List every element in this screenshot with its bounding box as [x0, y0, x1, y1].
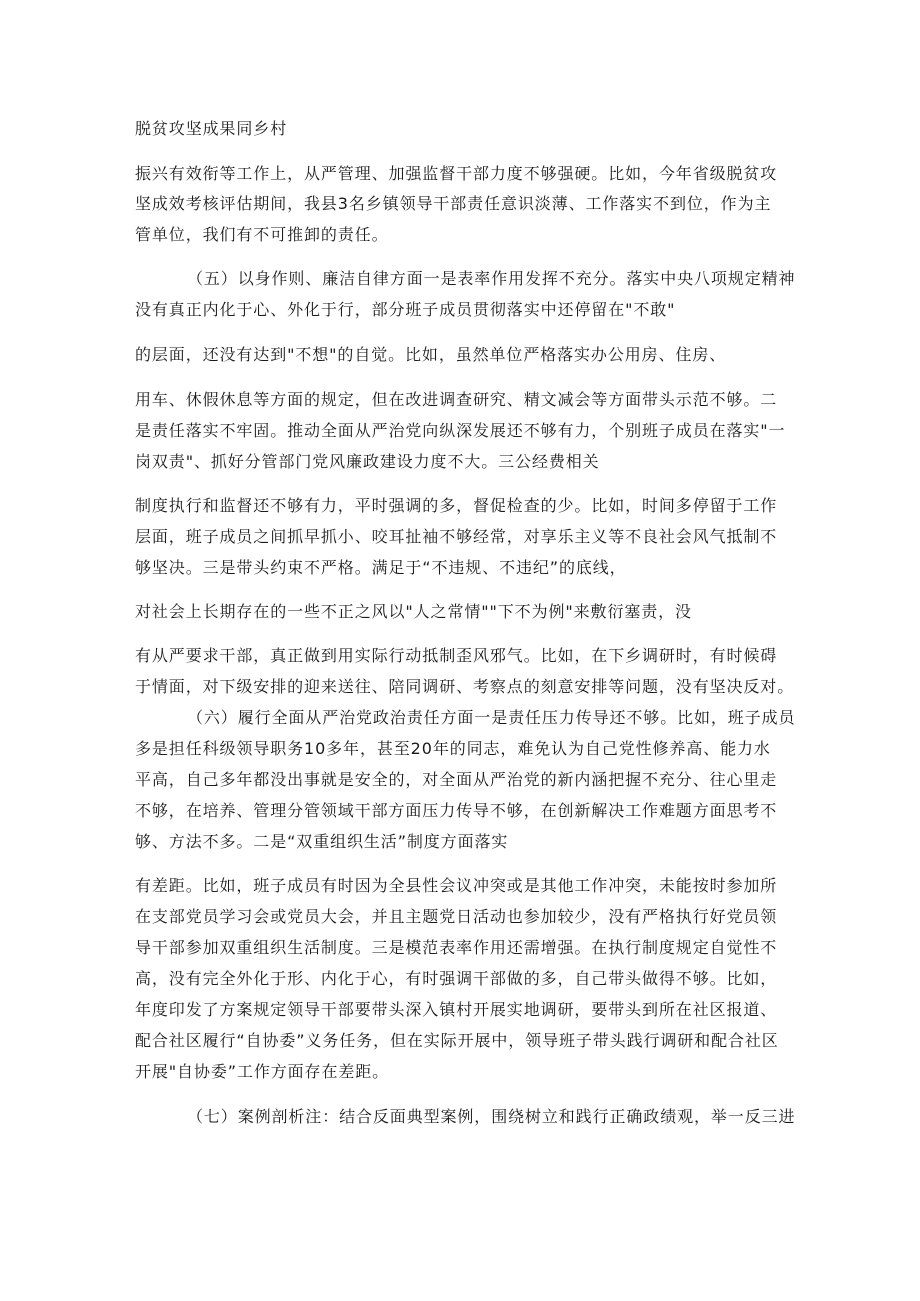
text-line: 于情面，对下级安排的迎来送往、陪同调研、考察点的刻意安排等问题，没有坚决反对。	[135, 677, 795, 696]
text-line: 开展"自协委”工作方面存在差距。	[135, 1062, 390, 1081]
text-line: 的层面，还没有达到"不想"的自觉。比如，虽然单位严格落实办公用房、住房、	[135, 345, 727, 364]
text-line: 坚成效考核评估期间，我县3名乡镇领导干部责任意识淡薄、工作落实不到位，作为主	[135, 194, 772, 213]
text-line: 脱贫攻坚成果同乡村	[135, 119, 288, 138]
text-line: 在支部党员学习会或党员大会，并且主题党日活动也参加较少，没有严格执行好党员领	[135, 907, 778, 926]
text-line: 够、方法不多。二是“双重组织生活”制度方面落实	[135, 832, 509, 851]
text-line: 平高，自己多年都没出事就是安全的，对全面从严治党的新内涵把握不充分、往心里走	[135, 770, 778, 789]
text-line: 高，没有完全外化于形、内化于心，有时强调干部做的多，自己带头做得不够。比如，	[135, 969, 778, 988]
text-line: 导干部参加双重组织生活制度。三是模范表率作用还需增强。在执行制度规定自觉性不	[135, 938, 778, 957]
text-line: 有差距。比如，班子成员有时因为全县性会议冲突或是其他工作冲突，未能按时参加所	[135, 876, 778, 895]
text-line: 多是担任科级领导职务10多年，甚至20年的同志，难免认为自己党性修养高、能力水	[135, 739, 771, 758]
text-line: 够坚决。三是带头约束不严格。满足于“不违规、不违纪”的底线，	[135, 558, 627, 577]
text-line: 用车、休假休息等方面的规定，但在改进调查研究、精文减会等方面带头示范不够。二	[135, 390, 778, 409]
text-line: 对社会上长期存在的一些不正之风以"人之常情""下不为例"来敷衍塞责，没	[135, 602, 692, 621]
paragraph-heading-5: （五）以身作则、廉洁自律方面一是表率作用发挥不充分。落实中央八项规定精神	[187, 269, 796, 288]
text-line: 配合社区履行“自协委”义务任务，但在实际开展中，领导班子带头践行调研和配合社区	[135, 1031, 779, 1050]
text-line: 是责任落实不牢固。推动全面从严治党向纵深发展还不够有力，个别班子成员在落实"一	[135, 421, 786, 440]
paragraph-heading-6: （六）履行全面从严治党政治责任方面一是责任压力传导还不够。比如，班子成员	[187, 708, 796, 727]
text-line: 管单位，我们有不可推卸的责任。	[135, 225, 389, 244]
text-line: 不够，在培养、管理分管领域干部方面压力传导不够，在创新解决工作难题方面思考不	[135, 801, 778, 820]
paragraph-heading-7: （七）案例剖析注：结合反面典型案例，围绕树立和践行正确政绩观，举一反三进	[187, 1107, 796, 1126]
text-line: 年度印发了方案规定领导干部要带头深入镇村开展实地调研，要带头到所在社区报道、	[135, 1000, 778, 1019]
text-line: 层面，班子成员之间抓早抓小、咬耳扯袖不够经常，对享乐主义等不良社会风气抵制不	[135, 527, 778, 546]
text-line: 有从严要求干部，真正做到用实际行动抵制歪风邪气。比如，在下乡调研时，有时候碍	[135, 646, 778, 665]
text-line: 制度执行和监督还不够有力，平时强调的多，督促检查的少。比如，时间多停留于工作	[135, 496, 778, 515]
text-line: 没有真正内化于心、外化于行，部分班子成员贯彻落实中还停留在"不敢"	[135, 300, 676, 319]
text-line: 岗双责"、抓好分管部门党风廉政建设力度不大。三公经费相关	[135, 452, 600, 471]
text-line: 振兴有效衔等工作上，从严管理、加强监督干部力度不够强硬。比如，今年省级脱贫攻	[135, 164, 778, 183]
